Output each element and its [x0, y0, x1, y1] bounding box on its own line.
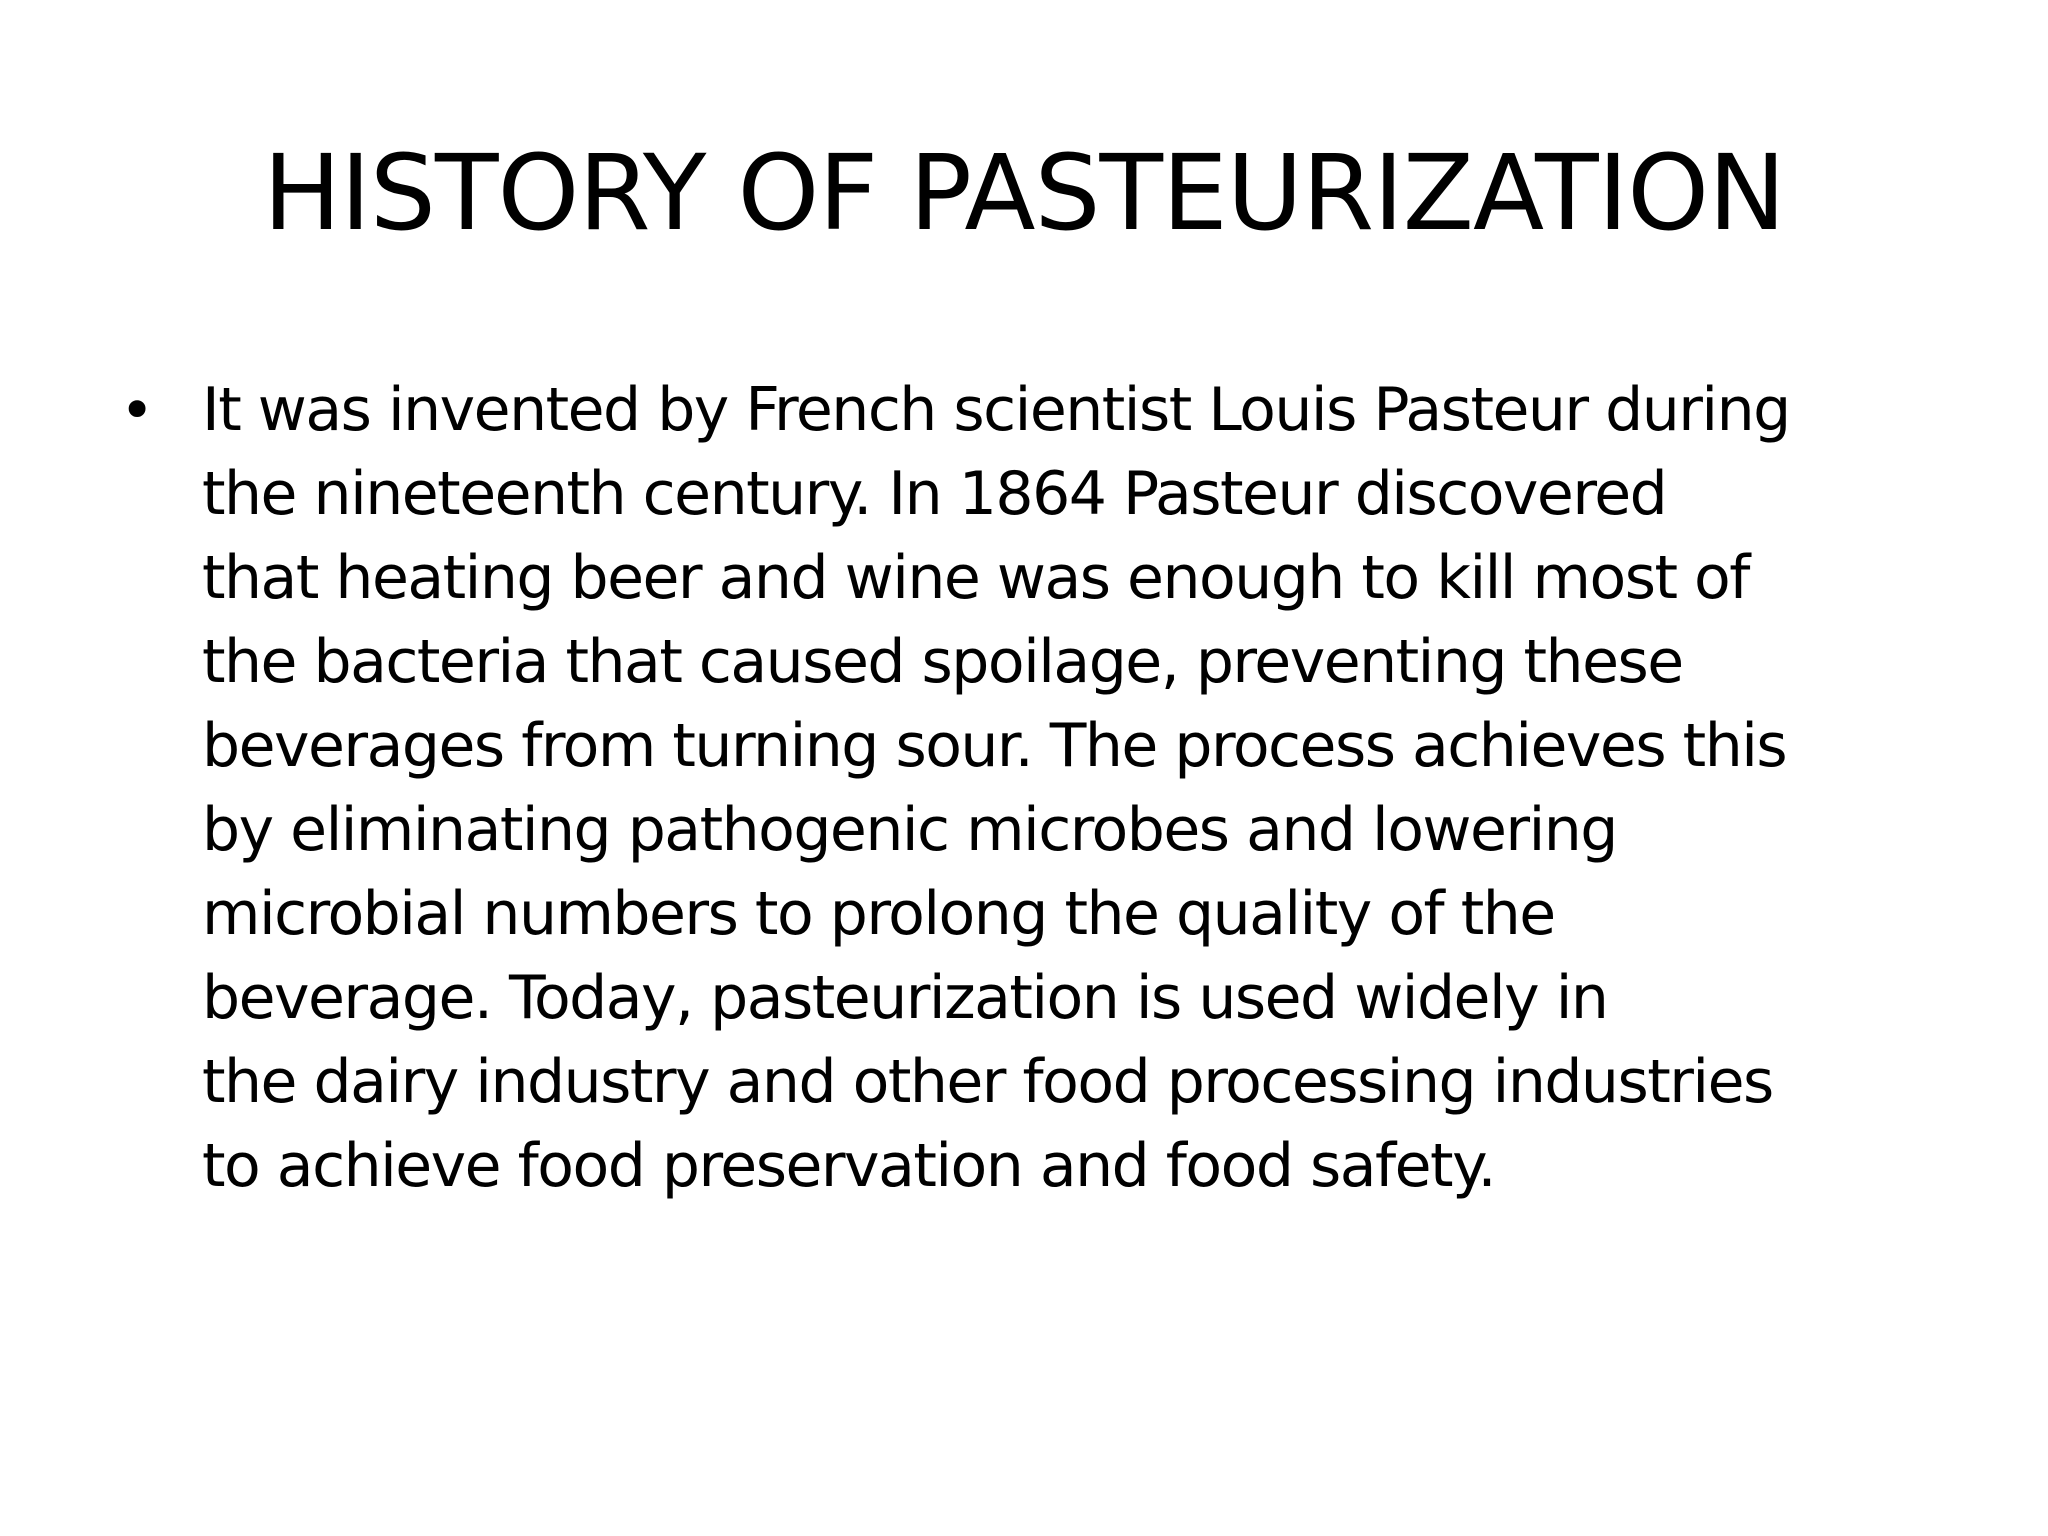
paragraph-line: It was invented by French scientist Louis Pasteur during — [202, 375, 1790, 445]
paragraph-line: by eliminating pathogenic microbes and lowering — [202, 795, 1617, 865]
paragraph-line: the dairy industry and other food processing industries — [202, 1047, 1773, 1117]
paragraph-line: the nineteenth century. In 1864 Pasteur discovered — [202, 459, 1667, 529]
paragraph-line: the bacteria that caused spoilage, preventing these — [202, 627, 1683, 697]
paragraph-line: beverages from turning sour. The process achieves this — [202, 711, 1787, 781]
bullet-item — [120, 368, 1940, 1208]
paragraph-line: beverage. Today, pasteurization is used widely in — [202, 963, 1608, 1033]
bullet-paragraph — [202, 368, 1940, 1208]
paragraph-line: that heating beer and wine was enough to kill most of — [202, 543, 1749, 613]
bullet-icon: • — [120, 376, 155, 444]
paragraph-line: microbial numbers to prolong the quality of the — [202, 879, 1555, 949]
bullet-list — [120, 368, 1940, 1208]
paragraph-line: to achieve food preservation and food safety. — [202, 1131, 1496, 1201]
slide-title: HISTORY OF PASTEURIZATION — [263, 132, 1785, 254]
